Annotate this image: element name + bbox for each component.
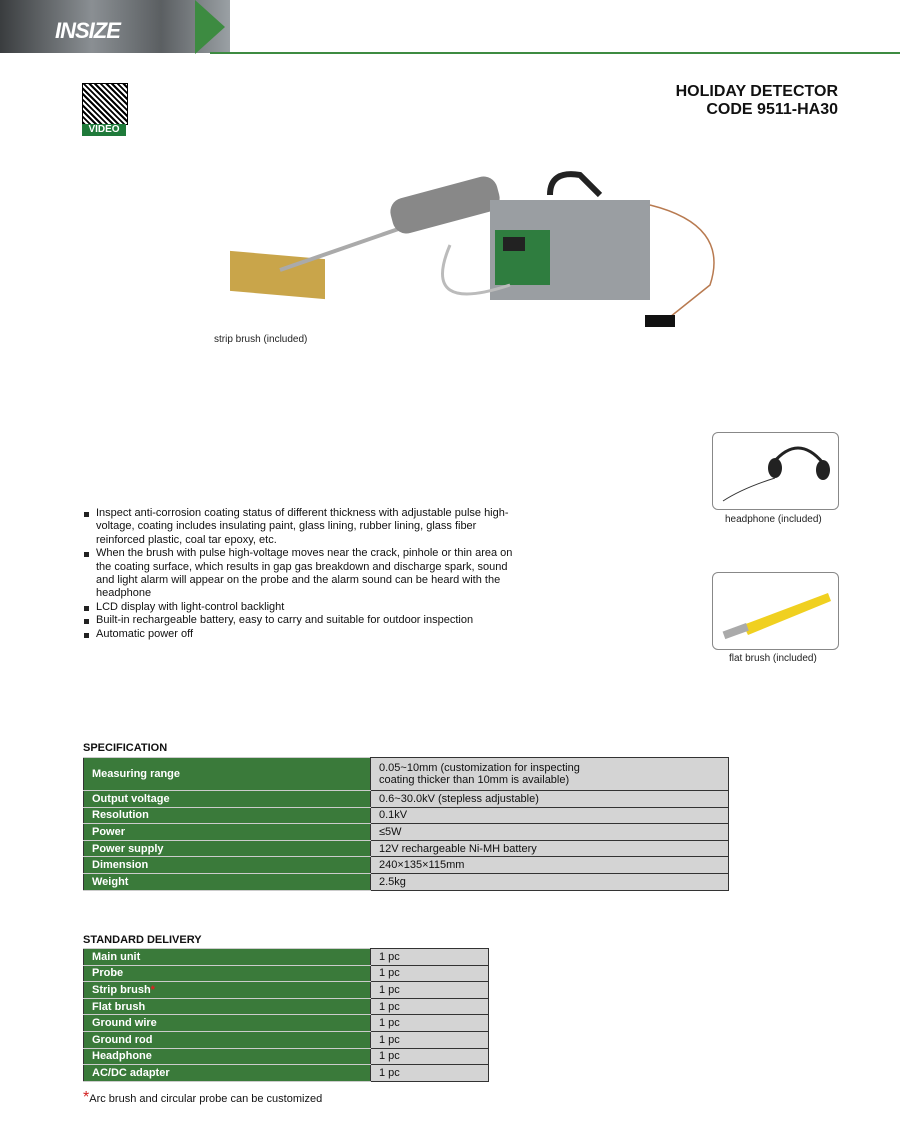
row-value: 1 pc: [371, 1031, 489, 1048]
table-row: [84, 824, 729, 841]
row-label: Strip brush: [92, 983, 151, 996]
row-value: 1 pc: [371, 1065, 489, 1082]
table-row: [84, 982, 489, 999]
feature-item: When the brush with pulse high-voltage moves near the crack, pinhole or thin area on the coating surface, which results in gap gas breakdown and discharge spark, sound and light alarm will appear on the probe and the alarm sound can be heard with the headphone: [83, 547, 523, 601]
row-value: 1 pc: [371, 1015, 489, 1032]
chevron-decoration: [195, 0, 225, 54]
row-label: Output voltage: [92, 792, 170, 805]
row-label: Power: [92, 825, 126, 838]
table-row: [84, 1015, 489, 1032]
footnote: *Arc brush and circular probe can be customized: [83, 1089, 323, 1106]
row-label: Dimension: [92, 859, 149, 872]
video-label: VIDEO: [82, 124, 126, 136]
row-value: 1 pc: [371, 998, 489, 1015]
row-value: 1 pc: [371, 982, 489, 999]
table-row: [84, 840, 729, 857]
row-value: 12V rechargeable Ni-MH battery: [371, 840, 729, 857]
row-value: 240×135×115mm: [371, 857, 729, 874]
headphone-caption: headphone (included): [725, 514, 822, 525]
feature-list: [83, 507, 523, 641]
row-label: AC/DC adapter: [92, 1066, 170, 1079]
row-value: ≤5W: [371, 824, 729, 841]
row-label: Resolution: [92, 809, 149, 822]
qr-code[interactable]: [82, 83, 128, 125]
flat-brush-caption: flat brush (included): [729, 653, 817, 664]
specification-heading: SPECIFICATION: [83, 742, 168, 754]
table-row: [84, 758, 729, 791]
row-label: Ground rod: [92, 1033, 153, 1046]
table-row: [84, 791, 729, 808]
table-row: [84, 998, 489, 1015]
row-value: 0.6~30.0kV (stepless adjustable): [371, 791, 729, 808]
header-divider: [210, 52, 900, 54]
asterisk: *: [150, 983, 155, 996]
row-label: Ground wire: [92, 1017, 157, 1030]
delivery-table: [83, 948, 489, 1082]
row-label: Weight: [92, 875, 129, 888]
flat-brush-image: [712, 572, 839, 650]
table-row: [84, 873, 729, 890]
specification-table: [83, 757, 729, 891]
table-row: [84, 1048, 489, 1065]
row-value: 2.5kg: [371, 873, 729, 890]
product-code: CODE 9511-HA30: [706, 101, 838, 118]
row-label: Measuring range: [92, 768, 181, 780]
row-label: Probe: [92, 967, 124, 980]
table-row: [84, 1065, 489, 1082]
headphone-image: [712, 432, 839, 510]
row-value: 0.05~10mm (customization for inspecting coating thicker than 10mm is available): [371, 758, 729, 791]
brand-logo[interactable]: INSIZE: [55, 18, 120, 43]
feature-item: Built-in rechargeable battery, easy to carry and suitable for outdoor inspection: [83, 614, 523, 627]
feature-item: LCD display with light-control backlight: [83, 601, 523, 614]
strip-brush-caption: strip brush (included): [214, 334, 308, 345]
feature-item: Inspect anti-corrosion coating status of different thickness with adjustable pulse high-voltage, coating includes insulating paint, glass lining, rubber lining, glass fiber reinforced plastic, coal tar epoxy, etc.: [83, 507, 523, 547]
feature-item: Automatic power off: [83, 628, 523, 641]
product-image: [220, 165, 740, 335]
row-label: Power supply: [92, 842, 164, 855]
row-value: 1 pc: [371, 1048, 489, 1065]
table-row: [84, 1031, 489, 1048]
row-label: Flat brush: [92, 1000, 146, 1013]
product-title: HOLIDAY DETECTOR CODE 9511-HA30: [675, 83, 838, 118]
table-row: [84, 857, 729, 874]
row-value: 1 pc: [371, 965, 489, 982]
row-label: Headphone: [92, 1050, 152, 1063]
table-row: [84, 965, 489, 982]
table-row: [84, 807, 729, 824]
delivery-heading: STANDARD DELIVERY: [83, 934, 202, 946]
row-value: 0.1kV: [371, 807, 729, 824]
table-row: [84, 949, 489, 966]
row-value: 1 pc: [371, 949, 489, 966]
row-label: Main unit: [92, 950, 141, 963]
